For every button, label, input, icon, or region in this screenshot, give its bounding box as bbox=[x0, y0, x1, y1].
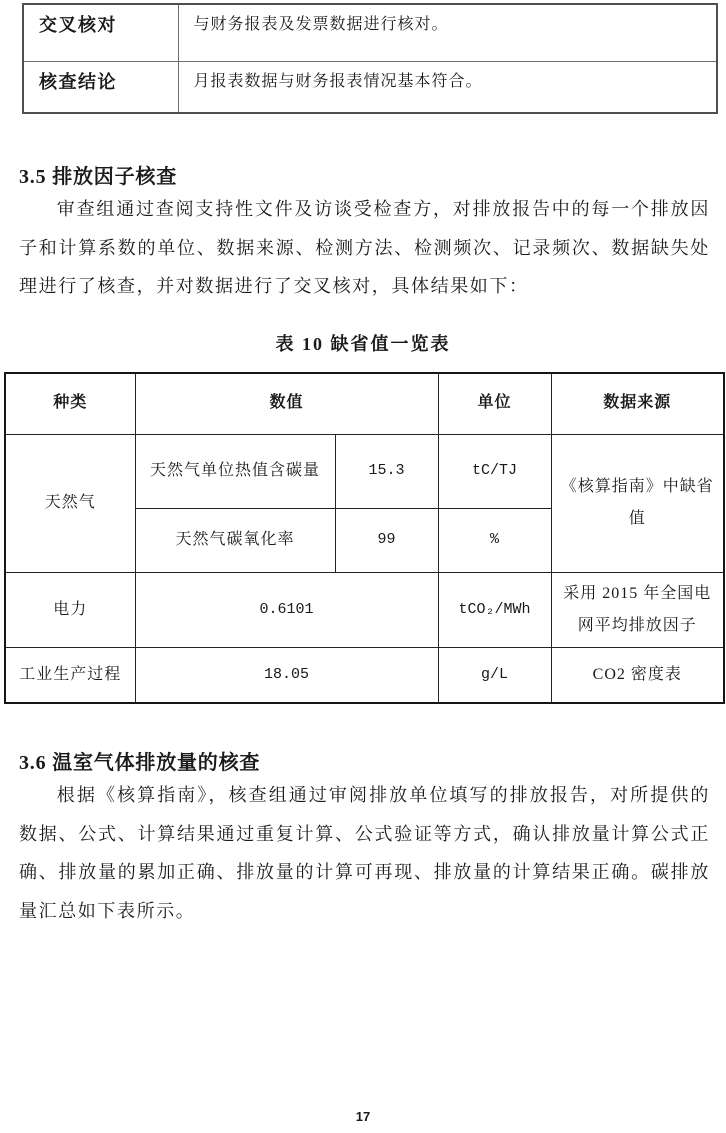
cross-check-label: 交叉核对 bbox=[23, 4, 178, 61]
cross-check-content: 与财务报表及发票数据进行核对。 bbox=[178, 4, 717, 61]
cell-data-source: 采用 2015 年全国电网平均排放因子 bbox=[551, 572, 724, 647]
table-row bbox=[23, 61, 717, 113]
section-3-6-heading: 3.6 温室气体排放量的核查 bbox=[19, 752, 261, 774]
table-row bbox=[5, 647, 724, 703]
cell-factor-value: 15.3 bbox=[335, 434, 438, 508]
cell-data-source: 《核算指南》中缺省值 bbox=[551, 434, 724, 572]
section-3-5-heading: 3.5 排放因子核查 bbox=[19, 166, 177, 188]
cell-factor-unit: % bbox=[438, 508, 551, 572]
header-value: 数值 bbox=[135, 373, 438, 434]
section-3-6-paragraph: 根据《核算指南》，核查组通过审阅排放单位填写的排放报告，对所提供的数据、公式、计算结果通过重复计算、公式验证等方式，确认排放量计算公式正确、排放量的累加正确、排放量的计算可再现、排放量的计算结果正确。碳排放量汇总如下表所示。 bbox=[19, 785, 710, 921]
cell-factor-unit: g/L bbox=[438, 647, 551, 703]
section-3-5-paragraph: 审查组通过查阅支持性文件及访谈受检查方，对排放报告中的每一个排放因子和计算系数的单位、数据来源、检测方法、检测频次、记录频次、数据缺失处理进行了核查，并对数据进行了交叉核对，具体结果如下： bbox=[19, 199, 710, 296]
table-row bbox=[23, 4, 717, 61]
cell-factor-unit: tC/TJ bbox=[438, 434, 551, 508]
cell-factor-value: 0.6101 bbox=[135, 572, 438, 647]
header-source: 数据来源 bbox=[551, 373, 724, 434]
cell-category-electricity: 电力 bbox=[5, 572, 135, 647]
table-row bbox=[5, 572, 724, 647]
page-number: 17 bbox=[355, 1109, 371, 1124]
table-10-title: 表 10 缺省值一览表 bbox=[275, 334, 451, 354]
cell-factor-name: 天然气单位热值含碳量 bbox=[135, 434, 335, 508]
cell-factor-value: 18.05 bbox=[135, 647, 438, 703]
cell-factor-unit: tCO₂/MWh bbox=[438, 572, 551, 647]
conclusion-label: 核查结论 bbox=[23, 61, 178, 113]
default-values-table bbox=[4, 372, 725, 704]
cell-factor-name: 天然气碳氧化率 bbox=[135, 508, 335, 572]
cell-factor-value: 99 bbox=[335, 508, 438, 572]
cell-category-industrial-process: 工业生产过程 bbox=[5, 647, 135, 703]
cell-data-source: CO2 密度表 bbox=[551, 647, 724, 703]
cross-check-table bbox=[22, 3, 718, 114]
conclusion-content: 月报表数据与财务报表情况基本符合。 bbox=[178, 61, 717, 113]
header-unit: 单位 bbox=[438, 373, 551, 434]
header-category: 种类 bbox=[5, 373, 135, 434]
table-header-row bbox=[5, 373, 724, 434]
table-row bbox=[5, 434, 724, 508]
cell-category-natural-gas: 天然气 bbox=[5, 434, 135, 572]
